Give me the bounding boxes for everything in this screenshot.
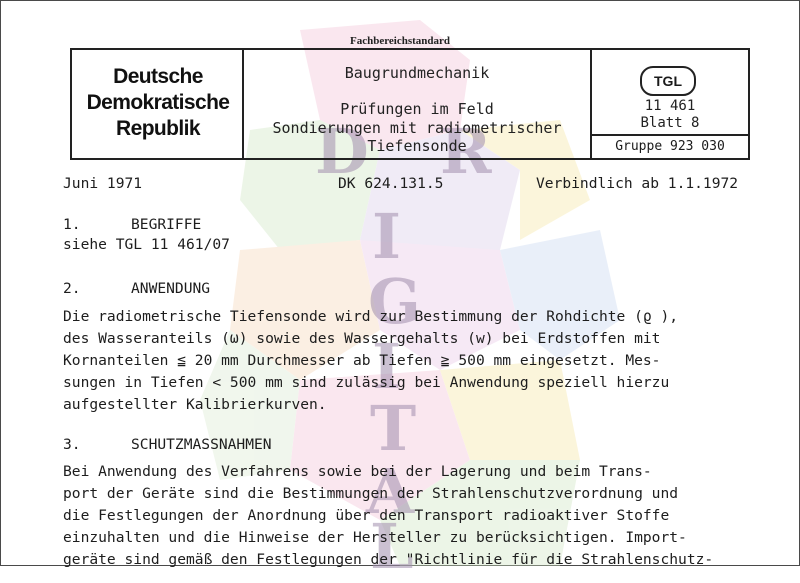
section-reference: siehe TGL 11 461/07	[63, 236, 230, 253]
body-line: aufgestellter Kalibrierkurven.	[63, 396, 327, 413]
body-line: die Festlegungen der Anordnung über den Transport radioaktiver Stoffe	[63, 507, 670, 524]
body-line: einzuhalten und die Hinweise der Hersteller zu berücksichtigen. Import-	[63, 529, 687, 546]
body-line: Kornanteilen ≦ 20 mm Durchmesser ab Tiefen ≧ 500 mm eingesetzt. Mes-	[63, 352, 661, 369]
group-number: Gruppe 923 030	[592, 134, 748, 158]
standard-label: Fachbereichstandard	[349, 35, 451, 47]
section-number: 3.	[63, 436, 81, 453]
country-name	[78, 64, 238, 142]
sheet-number: Blatt 8	[640, 115, 700, 131]
body-line: geräte sind gemäß den Festlegungen der "Richtlinie für die Strahlenschutz-	[63, 551, 714, 568]
watermark-letter: R	[440, 115, 492, 188]
section-title: BEGRIFFE	[131, 216, 202, 233]
section-title: SCHUTZMASSNAHMEN	[131, 436, 272, 453]
body-line: sungen in Tiefen < 500 mm sind zulässig bei Anwendung speziell hierzu	[63, 374, 670, 391]
country-cell	[72, 50, 244, 158]
issue-date: Juni 1971	[63, 175, 143, 192]
body-line: Bei Anwendung des Verfahrens sowie bei der Lagerung und beim Trans-	[63, 463, 652, 480]
section-number: 1.	[63, 216, 81, 233]
tgl-logo: TGL	[640, 66, 696, 96]
number-cell	[592, 50, 748, 158]
watermark-letter: I	[372, 330, 402, 403]
title-line: Prüfungen im Feld	[340, 100, 494, 118]
title-line: Tiefensonde	[367, 137, 467, 155]
valid-date: Verbindlich ab 1.1.1972	[536, 175, 739, 192]
standard-number: 11 461	[644, 98, 696, 114]
body-line: des Wasseranteils (ω) sowie des Wassergehalts (w) bei Erdstoffen mit	[63, 330, 661, 347]
section-title: ANWENDUNG	[131, 280, 211, 297]
watermark-letter: T	[370, 392, 417, 465]
country-line: Republik	[116, 117, 200, 140]
subject: Baugrundmechanik	[344, 64, 490, 82]
section-number: 2.	[63, 280, 81, 297]
watermark-letter: I	[372, 200, 402, 273]
section-body	[63, 306, 753, 416]
watermark-letter: L	[370, 510, 414, 583]
title-line: Sondierungen mit radiometrischer	[272, 119, 562, 137]
body-line: Die radiometrische Tiefensonde wird zur Bestimmung der Rohdichte (ϱ ),	[63, 308, 679, 325]
body-line: port der Geräte sind die Bestimmungen der Strahlenschutzverordnung und	[63, 485, 679, 502]
country-line: Deutsche	[113, 65, 203, 88]
watermark-letter: D	[315, 115, 369, 188]
watermark-letter: A	[366, 455, 415, 528]
dk-number: DK 624.131.5	[338, 175, 444, 192]
country-line: Demokratische	[86, 91, 230, 114]
watermark-letter: G	[368, 265, 421, 338]
section-body	[63, 461, 753, 571]
header-table	[70, 48, 750, 160]
title-cell	[244, 50, 592, 158]
